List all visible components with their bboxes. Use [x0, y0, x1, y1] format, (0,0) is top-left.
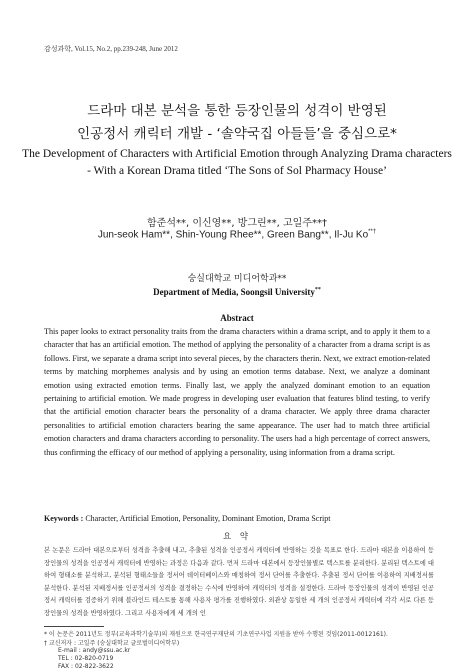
- footnote-tel: TEL : 02-820-0719: [58, 655, 114, 662]
- authors-english-names: Jun-seok Ham**, Shin-Young Rhee**, Green Bang**, Il-Ju Ko: [97, 229, 369, 241]
- affiliation-mark: **: [314, 287, 321, 293]
- abstract-heading: Abstract: [220, 313, 254, 323]
- korean-summary-heading: 요 약: [222, 532, 252, 542]
- korean-title-line-1: 드라마 대본 분석을 통한 등장인물의 성격이 반영된: [87, 103, 387, 119]
- korean-summary-body: 본 논문은 드라마 대본으로부터 성격을 추출해 내고, 추출된 성격을 인공정서 캐릭터에 반영하는 것을 목표로 한다. 드라마 대본을 이용하여 등장인물의 성격을 인공정서 캐릭터에 반영하는 과정은 다음과 같다. 먼저 드라마 대본에서 등장인물별로 텍스트를 분리한다. 분리된 텍스트에 대하여 형태소를 분석하고, 분석된 형태소들을 정서어 데이터베이스와 매칭하여 정서 단어를 추출한다. 추출된 정서 단어를 이용하여 지배정서를 분석한다. 분석된 지배정서를 인공정서의 성격을 결정하는 수식에 반영하여 캐릭터의 성격을 설정한다. 드라마 등장인물의 성격이 반영된 인공정서 캐릭터를 검증하기 위해 블라인드 테스트를 통해 사용자 평가를 진행하였다. 외관상 동일한 세 개의 인공정서 캐릭터에 각각 서로 다른 등장인물의 성격을 반영하였다. 그리고 사용자에게 세 개의 인: [44, 547, 434, 617]
- english-title-line-1: The Development of Characters with Artificial Emotion through Analyzing Drama characters: [22, 148, 452, 160]
- keywords: [44, 514, 434, 523]
- journal-citation: 감성과학, Vol.15, No.2, pp.239-248, June 2012: [44, 45, 178, 53]
- footnote-divider: [44, 626, 104, 627]
- footnote-email: E-mail : andy@ssu.ac.kr: [58, 647, 131, 654]
- abstract-body: This paper looks to extract personality traits from the drama characters within a drama script, and to apply it them to a character that has an artificial emotion. The method of applying the personality of a character from a drama script is as follows. First, we separate a drama script into several pieces, by the characters therin. Next, we extract emotion-related terms by matching morphemes analysis and by using an emotion terms database. Next, we analyze a dominant emotion using extracted emotion terms. Finally last, we apply the analyzed dominant emotion to an equation pertaining to artificial emotion. We made progress in developing user evaluation that features blind testing, to verify that the artificial emotion character bears the personality of a drama character. We apply three drama character personalities to artificial emotion characters bearing the same appearance. The user had to match three artificial emotion characters and drama characters according to personality. The users had a high percentage of correct answers, thus confirming the efficacy of our method of applying a personality, using information from a drama script.: [44, 327, 430, 457]
- affiliation-english-name: Department of Media, Soongsil University: [153, 287, 315, 297]
- footnote-funding: * 이 논문은 2011년도 정부(교육과학기술부)의 재원으로 한국연구재단의 기초연구사업 지원을 받아 수행된 것임(2011-0012161).: [44, 631, 388, 638]
- footnote-corresponding-author: † 교신저자 : 고일주 (숭실대학교 글로벌미디어학부): [44, 640, 180, 647]
- corresponding-author-mark: **†: [368, 229, 377, 235]
- korean-title-line-2: 인공정서 캐릭터 개발 - ‘솔약국집 아들들’을 중심으로*: [77, 126, 397, 142]
- affiliation-english: [0, 287, 474, 297]
- english-title-line-2: - With a Korean Drama titled ‘The Sons of Sol Pharmacy House’: [87, 165, 387, 177]
- keywords-text: Character, Artificial Emotion, Personality, Dominant Emotion, Drama Script: [85, 514, 331, 523]
- authors-english: [0, 229, 474, 240]
- footnote-fax: FAX : 02-822-3622: [58, 663, 114, 670]
- authors-korean: 함준석**, 이신영**, 방그린**, 고일주**†: [147, 218, 327, 229]
- affiliation-korean: 숭실대학교 미디어학과**: [187, 274, 287, 284]
- keywords-label: Keywords :: [44, 514, 84, 523]
